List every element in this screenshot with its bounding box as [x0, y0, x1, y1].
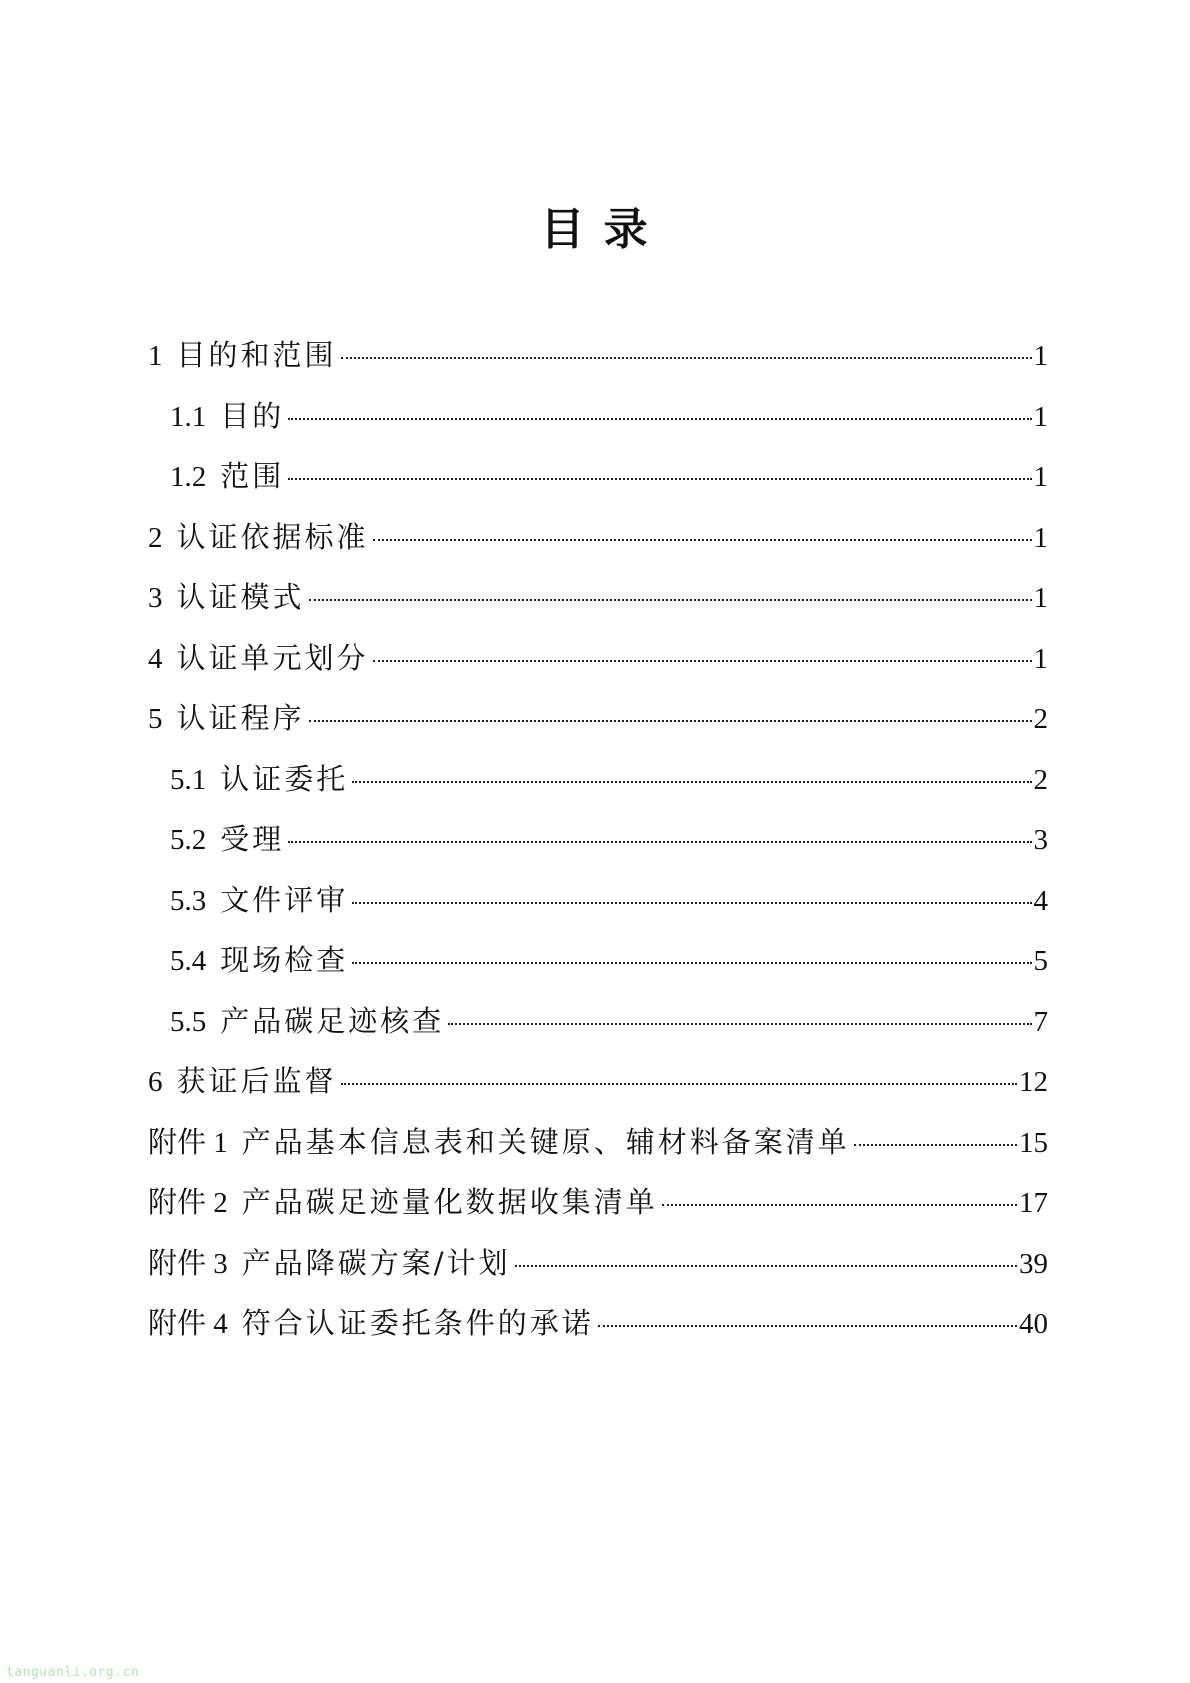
toc-entry-page: 1: [1033, 582, 1048, 614]
toc-dot-leader: [288, 841, 1031, 843]
toc-entry-number: 2: [148, 521, 163, 554]
toc-entry-number: 1.1: [170, 400, 207, 433]
toc-entry-number: 5.5: [170, 1005, 207, 1038]
toc-entry[interactable]: [148, 940, 1048, 1001]
toc-dot-leader: [341, 357, 1032, 359]
toc-entry[interactable]: [148, 577, 1048, 638]
toc-entry-page: 1: [1033, 642, 1048, 675]
toc-entry-number: 5: [148, 703, 163, 735]
toc-dot-leader: [598, 1325, 1017, 1327]
toc-entry[interactable]: [148, 759, 1048, 820]
toc-entry-number: 3: [148, 582, 163, 614]
toc-entry-title: 符合认证委托条件的承诺: [241, 1306, 594, 1340]
toc-dot-leader: [373, 660, 1032, 662]
toc-entry-title: 产品降碳方案/计划: [241, 1245, 511, 1280]
toc-entry[interactable]: [148, 1061, 1048, 1122]
toc-entry-page: 39: [1019, 1247, 1048, 1280]
toc-entry[interactable]: [148, 396, 1048, 457]
toc-entry-page: 1: [1033, 400, 1048, 433]
toc-entry[interactable]: [148, 638, 1048, 699]
toc-entry-page: 5: [1033, 945, 1048, 977]
toc-entry-page: 2: [1033, 763, 1048, 796]
toc-entry-page: 1: [1033, 461, 1048, 493]
toc-entry-page: 7: [1033, 1005, 1048, 1038]
page-title: 目 录: [540, 204, 650, 255]
toc-dot-leader: [309, 599, 1032, 601]
toc-entry[interactable]: [148, 517, 1048, 578]
toc-dot-leader: [662, 1204, 1017, 1206]
toc-entry-number: 6: [148, 1066, 163, 1098]
toc-entry-page: 17: [1019, 1187, 1048, 1219]
toc-dot-leader: [373, 539, 1032, 541]
toc-entry[interactable]: [148, 698, 1048, 759]
toc-entry-page: 2: [1033, 703, 1048, 735]
toc-dot-leader: [352, 962, 1031, 964]
toc-entry-title: 认证依据标准: [176, 519, 369, 554]
toc-entry-page: 15: [1019, 1126, 1048, 1159]
toc-entry-title: 文件评审: [220, 882, 349, 917]
toc-entry[interactable]: [148, 1303, 1048, 1364]
toc-entry-number: 附件 3: [148, 1247, 228, 1280]
toc-entry-page: 1: [1033, 521, 1048, 554]
toc-dot-leader: [448, 1023, 1031, 1025]
toc-dot-leader: [288, 418, 1031, 420]
toc-entry-page: 40: [1019, 1308, 1048, 1340]
toc-entry-number: 5.4: [170, 945, 207, 977]
toc-entry-title: 目的和范围: [176, 338, 337, 372]
toc-entry-number: 附件 1: [148, 1126, 228, 1159]
toc-entry-number: 5.3: [170, 884, 207, 917]
toc-entry-title: 产品碳足迹量化数据收集清单: [241, 1185, 658, 1219]
toc-entry-title: 受理: [220, 822, 285, 856]
toc-entry[interactable]: [148, 456, 1048, 517]
toc-dot-leader: [288, 478, 1031, 480]
toc-entry[interactable]: [148, 1001, 1048, 1062]
toc-entry[interactable]: [148, 1182, 1048, 1243]
toc-entry[interactable]: [148, 819, 1048, 880]
toc-entry-page: 1: [1033, 340, 1048, 372]
toc-dot-leader: [352, 902, 1031, 904]
toc-entry-number: 5.1: [170, 763, 207, 796]
table-of-contents: [148, 335, 1048, 1364]
toc-entry-number: 5.2: [170, 824, 207, 856]
toc-entry[interactable]: [148, 335, 1048, 396]
watermark: tanguanli.org.cn: [6, 1665, 140, 1680]
toc-entry-title: 认证程序: [176, 701, 305, 735]
toc-entry[interactable]: [148, 1122, 1048, 1183]
toc-entry-title: 目的: [220, 398, 285, 433]
toc-entry[interactable]: [148, 880, 1048, 941]
toc-entry-title: 范围: [220, 459, 285, 493]
toc-entry-number: 4: [148, 642, 163, 675]
toc-entry-title: 获证后监督: [176, 1064, 337, 1098]
toc-entry-title: 认证模式: [176, 580, 305, 614]
toc-dot-leader: [352, 781, 1031, 783]
toc-entry-title: 产品基本信息表和关键原、辅材料备案清单: [241, 1124, 850, 1159]
toc-entry-page: 4: [1033, 884, 1048, 917]
toc-dot-leader: [515, 1265, 1017, 1267]
toc-dot-leader: [309, 720, 1032, 722]
toc-dot-leader: [341, 1083, 1017, 1085]
toc-entry-title: 认证委托: [220, 761, 349, 796]
toc-entry-page: 3: [1033, 824, 1048, 856]
toc-entry-title: 现场检查: [220, 943, 349, 977]
toc-dot-leader: [854, 1144, 1017, 1146]
toc-entry-title: 产品碳足迹核查: [220, 1003, 445, 1038]
toc-entry-page: 12: [1019, 1066, 1048, 1098]
toc-entry[interactable]: [148, 1243, 1048, 1304]
toc-entry-number: 1.2: [170, 461, 207, 493]
toc-entry-number: 附件 4: [148, 1308, 228, 1340]
toc-entry-number: 附件 2: [148, 1187, 228, 1219]
toc-entry-title: 认证单元划分: [176, 640, 369, 675]
toc-entry-number: 1: [148, 340, 163, 372]
